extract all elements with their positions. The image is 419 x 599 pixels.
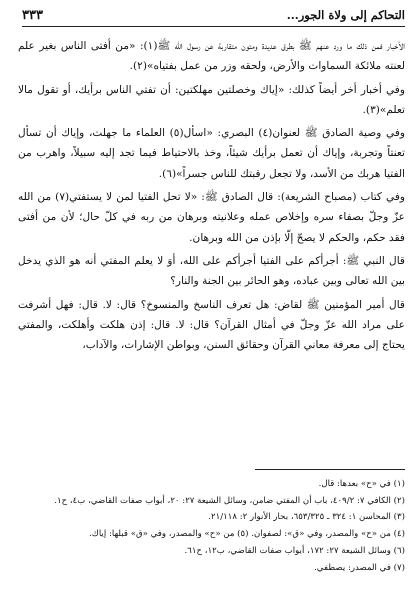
paragraph: قال أمير المؤمنين ﷺ لقاض: هل تعرف الناسخ والمنسوخ؟ قال: لا. قال: فهل أشرفت على مراد الله عزّ وجلّ في أمثال القرآن؟ قال: لا. قال: إذن هلكت وأهلكت، والمفتي يحتاج إلى معرفة معاني القرآن وحقائق السنن، وبواطن الإشارات، والآداب، — [18, 298, 405, 352]
page-header — [22, 4, 405, 27]
paragraph: وفي وصية الصادق ﷺ لعنوان(٤) البصري: «اسأل(٥) العلماء ما جهلت، وإياك أن تسأل تعنتاً وتجربة، وإياك أن تعمل برأيك شيئاً، وخذ بالاحتياط فيما تجد إليه سبيلاً، واهرب من الفتيا هربك من الأسد، ولا تجعل رقبتك للناس جسراً»(٦). — [18, 127, 406, 180]
footnote: (١) في «ح» بعدها: قال. — [318, 479, 405, 489]
main-text — [18, 36, 405, 358]
footnote: (٣) المحاسن ١: ٣٢٤ ـ ٦٥٣/٣٢٥، بحار الأنوار ٢: ٢١/١١٨. — [208, 512, 405, 523]
running-title: التحاكم إلى ولاة الجور... — [286, 8, 405, 22]
footnote-separator — [255, 469, 405, 470]
footnotes — [18, 476, 405, 576]
paragraph: وفي أخبار أخر أيضاً كذلك: «إياك وخصلتين مهلكتين: أن تفتي الناس برأيك، أو تقول مالا تعلم»(٣). — [18, 83, 405, 116]
footnote: (٢) الكافي ٧: ٤٠٩/٢، باب أن المفتي ضامن، وسائل الشيعة ٢٧: ٢٠، أبواب صفات القاضي، ب٤، ح١. — [54, 495, 405, 506]
footnote: (٦) وسائل الشيعة ٢٧: ١٧٢، أبواب صفات القاضي، ب١٢، ح٦١. — [184, 545, 405, 556]
page-number: ٣٣٣ — [22, 7, 43, 23]
footnote: (٧) في المصدر: يصطفي. — [314, 562, 405, 573]
paragraph: وفي كتاب (مصباح الشريعة): قال الصادق ﷺ: «لا تحل الفتيا لمن لا يستفتي(٧) من الله عزّ وجلّ بصفاء سره وإخلاص عمله وعلانيته وبرهان من ربه في كلّ حال؛ لأن من أفتى فقد حكم، والحكم لا يصحّ إلّا بإذن من الله وبرهان. — [18, 191, 405, 244]
paragraph: قال النبي ﷺ: أجرأكم على الفتيا أجرأكم على الله، أوَ لا يعلم المفتي أنه هو الذي يدخل بين الله تعالى وبين عباده، وهو الحائر بين الجنة والنار؟ — [18, 254, 405, 288]
footnote: (٤) من «ح» والمصدر، وفي «ق»: لصفوان. (٥) من «ح» والمصدر، وفي «ق» قبلها: إياك. — [89, 529, 405, 540]
paragraph: الأخبار فمن ذلك ما ورد عنهم ﷺ بطرق عديدة ومتون متقاربة عن رسول الله ﷺ(١): «من أفتى الناس بغير علم لعنته ملائكة السماوات والأرض، ولحقه وزر من عمل بفتياه»(٢). — [18, 40, 405, 73]
